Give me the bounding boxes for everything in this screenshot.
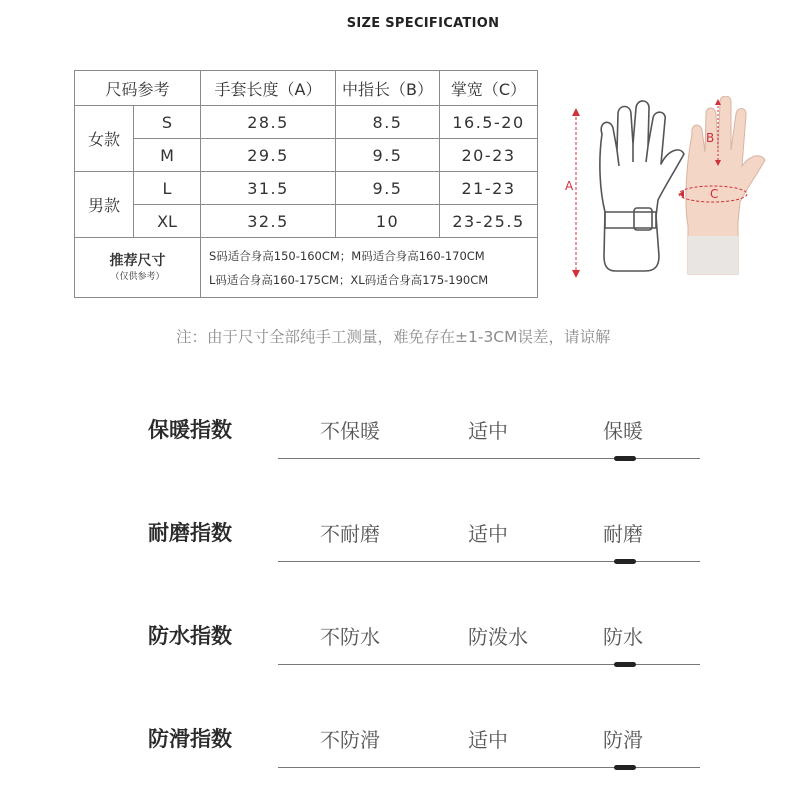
- rating-option-low: 不保暖: [320, 419, 380, 443]
- rating-track: [278, 458, 700, 459]
- rating-option-low: 不耐磨: [320, 522, 380, 546]
- finger-cell: 10: [336, 205, 440, 238]
- table-header-row: [75, 71, 538, 106]
- table-row: [75, 205, 538, 238]
- table-row: [75, 139, 538, 172]
- rating-option-mid: 适中: [468, 419, 508, 443]
- rating-option-high: 防水: [603, 625, 643, 649]
- measurement-note: 注：由于尺寸全部纯手工测量，难免存在±1-3CM误差，请谅解: [176, 328, 611, 346]
- glove-icon: [600, 101, 684, 271]
- rating-label: 防滑指数: [148, 727, 232, 751]
- recommend-title: 推荐尺寸: [109, 252, 166, 269]
- rating-warmth: [0, 414, 800, 494]
- rating-track: [278, 664, 700, 665]
- rating-marker: [614, 456, 636, 461]
- header-finger: 中指长（B）: [336, 71, 440, 106]
- palm-cell: 23-25.5: [440, 205, 538, 238]
- rating-option-mid: 防泼水: [468, 625, 528, 649]
- label-a: A: [565, 179, 574, 193]
- title-wrap: [0, 16, 800, 31]
- rating-option-high: 耐磨: [603, 522, 643, 546]
- rating-option-low: 不防滑: [320, 728, 380, 752]
- palm-cell: 20-23: [440, 139, 538, 172]
- length-cell: 32.5: [201, 205, 336, 238]
- rating-option-mid: 适中: [468, 728, 508, 752]
- recommend-row: [75, 238, 538, 298]
- rating-option-high: 防滑: [603, 728, 643, 752]
- header-palm: 掌宽（C）: [440, 71, 538, 106]
- label-b: B: [706, 131, 715, 145]
- rating-option-high: 保暖: [603, 419, 643, 443]
- header-length: 手套长度（A）: [201, 71, 336, 106]
- rating-antislip: [0, 723, 800, 803]
- rating-option-mid: 适中: [468, 522, 508, 546]
- size-cell: XL: [134, 205, 201, 238]
- palm-cell: 21-23: [440, 172, 538, 205]
- hand-icon: [686, 96, 765, 274]
- women-label: 女款: [75, 106, 134, 172]
- measure-a-arrow: [572, 108, 580, 278]
- label-c: C: [710, 187, 719, 201]
- length-cell: 29.5: [201, 139, 336, 172]
- length-cell: 31.5: [201, 172, 336, 205]
- recommend-line-1: S码适合身高150-160CM；M码适合身高160-170CM: [209, 248, 485, 263]
- rating-option-low: 不防水: [320, 625, 380, 649]
- table-row: [75, 106, 538, 139]
- rating-waterproof: [0, 620, 800, 700]
- size-table: [74, 70, 538, 298]
- palm-cell: 16.5-20: [440, 106, 538, 139]
- rating-marker: [614, 765, 636, 770]
- recommend-subtitle: （仅供参考）: [110, 271, 165, 282]
- recommend-label-cell: [75, 238, 201, 298]
- recommend-line-2: L码适合身高160-175CM；XL码适合身高175-190CM: [209, 272, 489, 287]
- glove-measure-diagram: [560, 96, 790, 281]
- rating-label: 防水指数: [148, 624, 232, 648]
- table-row: [75, 172, 538, 205]
- men-label: 男款: [75, 172, 134, 238]
- size-cell: M: [134, 139, 201, 172]
- rating-marker: [614, 559, 636, 564]
- rating-durability: [0, 517, 800, 597]
- rating-label: 耐磨指数: [148, 521, 232, 545]
- rating-track: [278, 561, 700, 562]
- page-title: SIZE SPECIFICATION: [346, 16, 500, 31]
- rating-track: [278, 767, 700, 768]
- length-cell: 28.5: [201, 106, 336, 139]
- recommend-text-cell: [201, 238, 538, 298]
- size-cell: S: [134, 106, 201, 139]
- rating-marker: [614, 662, 636, 667]
- finger-cell: 9.5: [336, 172, 440, 205]
- finger-cell: 9.5: [336, 139, 440, 172]
- rating-label: 保暖指数: [148, 418, 232, 442]
- size-cell: L: [134, 172, 201, 205]
- header-size-ref: 尺码参考: [75, 71, 201, 106]
- finger-cell: 8.5: [336, 106, 440, 139]
